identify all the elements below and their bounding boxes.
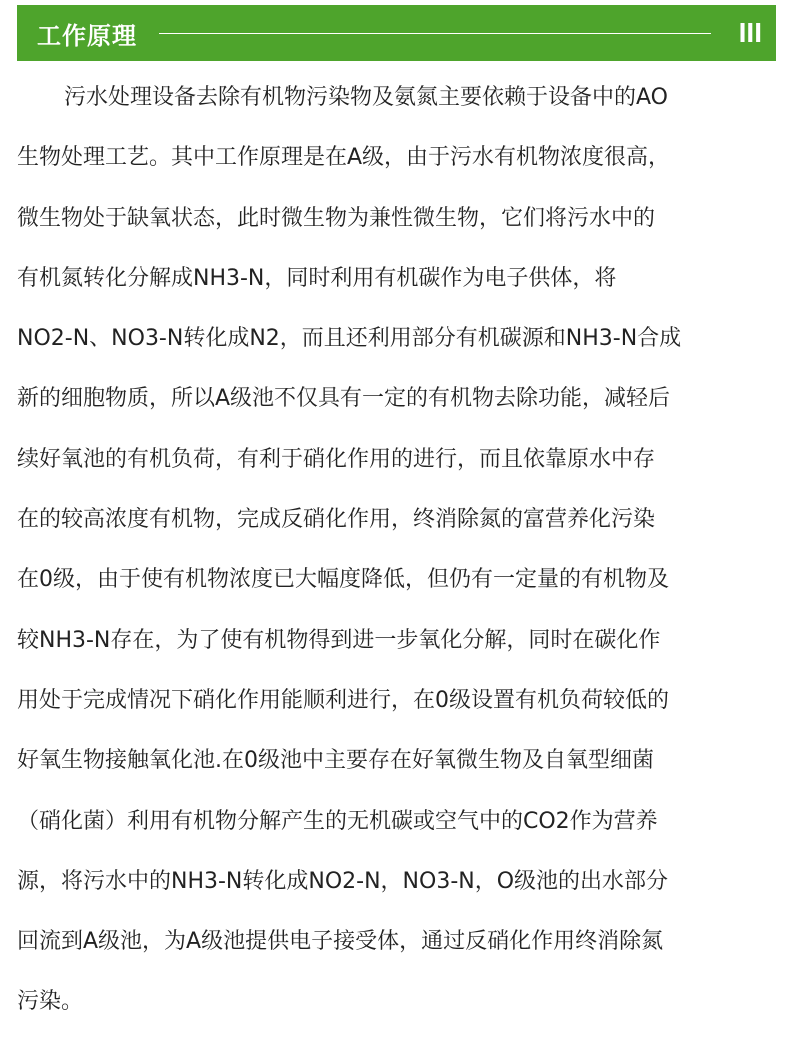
section-title: 工作原理 xyxy=(37,21,137,50)
text-line: 好氧生物接触氧化池.在0级池中主要存在好氧微生物及自氧型细菌 xyxy=(17,748,654,774)
text-line: 生物处理工艺。其中工作原理是在A级，由于污水有机物浓度很高， xyxy=(17,145,671,171)
text-line: 回流到A级池，为A级池提供电子接受体，通过反硝化作用终消除氮 xyxy=(17,929,664,955)
text-line: 污染。 xyxy=(17,989,84,1015)
text-line: 污水处理设备去除有机物污染物及氨氮主要依赖于设备中的AO xyxy=(64,85,668,110)
text-line: 有机氮转化分解成NH3-N，同时利用有机碳作为电子供体，将 xyxy=(17,265,617,291)
header-divider xyxy=(159,33,711,34)
text-line: 续好氧池的有机负荷，有利于硝化作用的进行，而且依靠原水中存 xyxy=(17,446,656,472)
text-line: NO2-N、NO3-N转化成N2，而且还利用部分有机碳源和NH3-N合成 xyxy=(17,326,682,352)
text-line: 在0级，由于使有机物浓度已大幅度降低，但仍有一定量的有机物及 xyxy=(17,567,669,593)
text-line: （硝化菌）利用有机物分解产生的无机碳或空气中的CO2作为营养 xyxy=(17,808,658,834)
body-text xyxy=(17,68,777,1033)
text-line: 较NH3-N存在，为了使有机物得到进一步氧化分解，同时在碳化作 xyxy=(17,627,661,653)
text-line: 源，将污水中的NH3-N转化成NO2-N，NO3-N，O级池的出水部分 xyxy=(17,868,669,894)
text-line: 用处于完成情况下硝化作用能顺利进行，在0级设置有机负荷较低的 xyxy=(17,687,669,713)
roman-numeral-mark: III xyxy=(738,17,762,48)
section-header xyxy=(17,5,776,61)
text-line: 新的细胞物质，所以A级池不仅具有一定的有机物去除功能，减轻后 xyxy=(17,386,671,412)
text-line: 在的较高浓度有机物，完成反硝化作用，终消除氮的富营养化污染 xyxy=(17,507,656,533)
text-line: 微生物处于缺氧状态，此时微生物为兼性微生物，它们将污水中的 xyxy=(17,205,656,231)
